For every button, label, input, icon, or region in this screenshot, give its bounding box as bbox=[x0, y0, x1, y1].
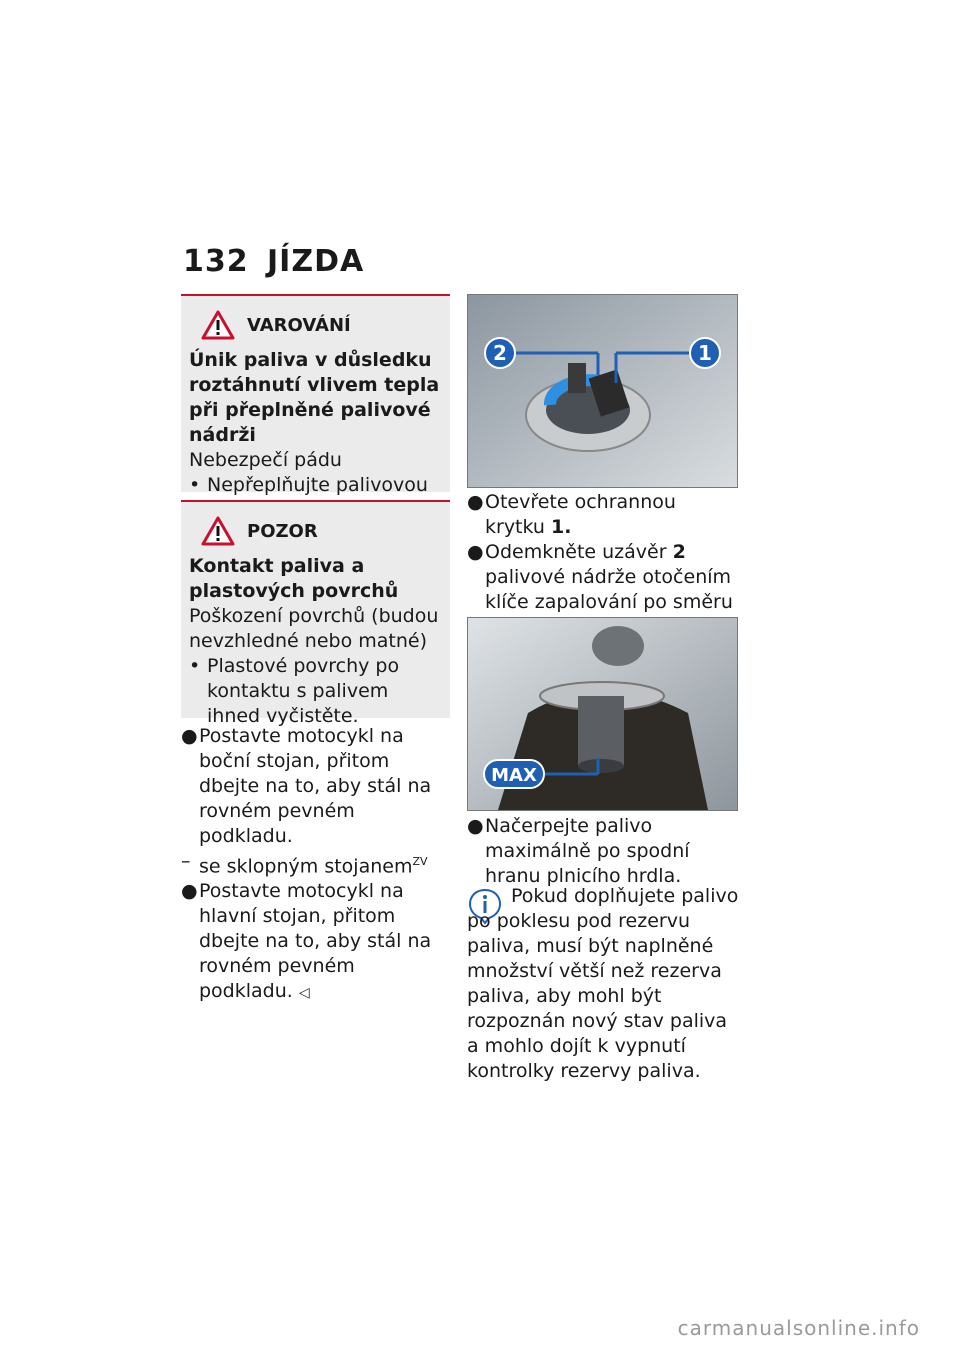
fuel-cap-illustration bbox=[468, 295, 737, 487]
step3 bbox=[467, 814, 739, 889]
caution-heading: Kontakt paliva a plastových povrchů bbox=[189, 555, 399, 602]
watermark: carmanualsonline.info bbox=[677, 1316, 920, 1340]
left-steps bbox=[181, 724, 450, 1006]
page-header bbox=[183, 244, 364, 279]
list-item: ● Postavte motocykl na hlavní stojan, přitom dbejte na to, aby stál na rovném pevném podkladu. ◁ bbox=[181, 880, 432, 1003]
page-number: 132 bbox=[183, 244, 249, 279]
list-item: – se sklopným stojanem$^{ZV}$ bbox=[181, 850, 428, 878]
info-note: Pokud doplňujete palivo po poklesu pod rezervu paliva, musí být naplněné množství větší než rezerva paliva, aby mohl být rozpoznán nový stav paliva a mohlo dojít k vypnutí kontrolky rezervy paliva. bbox=[467, 885, 739, 1082]
caution-triangle-icon bbox=[201, 516, 235, 546]
filler-neck-photo bbox=[467, 617, 738, 811]
warning-label: VAROVÁNÍ bbox=[247, 314, 351, 336]
end-marker-icon: ◁ bbox=[298, 985, 310, 1002]
caution-title bbox=[201, 516, 442, 546]
callout-1: 1 bbox=[698, 341, 712, 365]
caution-box bbox=[181, 500, 450, 727]
callout-2: 2 bbox=[493, 341, 507, 365]
warning-triangle-icon bbox=[201, 310, 235, 340]
warning-title bbox=[201, 310, 442, 340]
list-item: ● Postavte motocykl na boční stojan, přitom dbejte na to, aby stál na rovném pevném podkladu. bbox=[181, 725, 432, 847]
warning-heading: Únik paliva v důsledku roztáhnutí vlivem tepla při přeplněné palivové nádrži bbox=[189, 349, 440, 446]
caution-action: • Plastové povrchy po kontaktu s palivem ihned vyčistěte. bbox=[189, 655, 400, 727]
callout-max: MAX bbox=[491, 765, 537, 786]
section-title: JÍZDA bbox=[267, 244, 365, 279]
list-item: ● Načerpejte palivo maximálně po spodní hranu plnicího hrdla. bbox=[467, 815, 690, 887]
list-item: ● Otevřete ochrannou krytku 1. bbox=[467, 491, 676, 538]
warning-consequence: Nebezpečí pádu bbox=[189, 449, 342, 471]
warning-action: • Nepřeplňujte palivovou bbox=[189, 474, 428, 496]
warning-box bbox=[181, 294, 450, 496]
filler-neck-illustration bbox=[468, 618, 737, 810]
list-item: ● Odemkněte uzávěr 2 palivové nádrže otočením klíče zapalování po směru bbox=[467, 541, 733, 613]
caution-label: POZOR bbox=[247, 520, 318, 542]
fuel-cap-photo bbox=[467, 294, 738, 488]
caution-consequence: Poškození povrchů (budou nevzhledné nebo matné) bbox=[189, 605, 439, 652]
